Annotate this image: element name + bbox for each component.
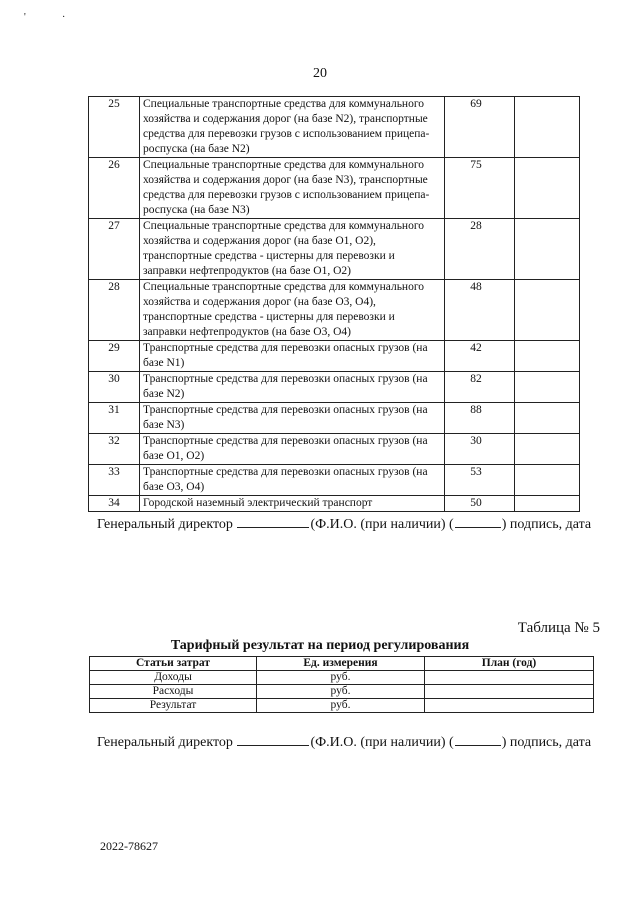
vehicle-category: Специальные транспортные средства для коммунального хозяйства и содержания дорог (на базе O1, O2), транспортные средства - цистерны для перевозки и заправки нефтепродуктов (на базе O1, O2)	[140, 219, 445, 280]
cost-item: Результат	[90, 699, 257, 713]
page-number: 20	[313, 66, 327, 81]
table-label: Таблица № 5	[517, 620, 600, 636]
vehicle-category: Транспортные средства для перевозки опасных грузов (на базе N2)	[140, 372, 445, 403]
row-number: 27	[89, 219, 140, 280]
table-row	[89, 341, 580, 372]
row-value: 75	[445, 158, 515, 219]
vehicle-category: Транспортные средства для перевозки опасных грузов (на базе O1, O2)	[140, 434, 445, 465]
row-value: 88	[445, 403, 515, 434]
row-value: 82	[445, 372, 515, 403]
table-row	[89, 97, 580, 158]
table-row	[89, 280, 580, 341]
table-title: Тарифный результат на период регулирования	[170, 638, 470, 653]
row-number: 31	[89, 403, 140, 434]
signature-line	[97, 733, 591, 751]
row-value: 69	[445, 97, 515, 158]
row-number: 25	[89, 97, 140, 158]
unit: руб.	[257, 671, 425, 685]
signature-fio: (Ф.И.О. (при наличии)	[310, 517, 446, 532]
vehicle-coefficients-table	[88, 96, 580, 512]
table-row	[89, 219, 580, 280]
row-number: 29	[89, 341, 140, 372]
row-value: 28	[445, 219, 515, 280]
empty-cell	[515, 219, 580, 280]
signature-blank	[237, 733, 309, 746]
row-number: 26	[89, 158, 140, 219]
signature-blank	[455, 515, 501, 528]
empty-cell	[515, 403, 580, 434]
vehicle-category: Специальные транспортные средства для коммунального хозяйства и содержания дорог (на базе N2), транспортные средства для перевозки грузов с использованием прицепа-роспуска (на базе N2)	[140, 97, 445, 158]
empty-cell	[515, 372, 580, 403]
table-row	[89, 403, 580, 434]
signature-blank	[455, 733, 501, 746]
empty-cell	[515, 280, 580, 341]
table-row	[89, 465, 580, 496]
vehicle-category: Транспортные средства для перевозки опасных грузов (на базе N3)	[140, 403, 445, 434]
empty-cell	[515, 97, 580, 158]
empty-cell	[515, 341, 580, 372]
signature-title: Генеральный директор	[97, 517, 233, 532]
plan-value	[425, 671, 594, 685]
vehicle-category: Специальные транспортные средства для коммунального хозяйства и содержания дорог (на базе O3, O4), транспортные средства - цистерны для перевозки и заправки нефтепродуктов (на базе O3, O4)	[140, 280, 445, 341]
table-row	[90, 685, 594, 699]
row-value: 30	[445, 434, 515, 465]
row-value: 48	[445, 280, 515, 341]
signature-tail: ) подпись, дата	[501, 735, 592, 750]
signature-blank	[237, 515, 309, 528]
cost-item: Доходы	[90, 671, 257, 685]
row-value: 53	[445, 465, 515, 496]
cost-item: Расходы	[90, 685, 257, 699]
table-row	[89, 158, 580, 219]
column-header: Статьи затрат	[90, 657, 257, 671]
empty-cell	[515, 496, 580, 512]
row-value: 42	[445, 341, 515, 372]
vehicle-category: Городской наземный электрический транспорт	[140, 496, 445, 512]
tariff-result-table	[89, 656, 594, 713]
row-number: 28	[89, 280, 140, 341]
signature-tail: ) подпись, дата	[501, 517, 592, 532]
empty-cell	[515, 158, 580, 219]
document-id: 2022-78627	[100, 839, 158, 853]
signature-open-paren: (	[449, 735, 454, 750]
table-row	[89, 434, 580, 465]
signature-fio: (Ф.И.О. (при наличии)	[310, 735, 446, 750]
row-number: 33	[89, 465, 140, 496]
table-row	[90, 671, 594, 685]
scan-mark: '	[24, 12, 26, 23]
column-header: План (год)	[425, 657, 594, 671]
scan-mark: ·	[62, 12, 66, 23]
vehicle-category: Специальные транспортные средства для коммунального хозяйства и содержания дорог (на базе N3), транспортные средства для перевозки грузов с использованием прицепа-роспуска (на базе N3)	[140, 158, 445, 219]
table-row	[90, 699, 594, 713]
row-number: 34	[89, 496, 140, 512]
plan-value	[425, 699, 594, 713]
vehicle-category: Транспортные средства для перевозки опасных грузов (на базе O3, O4)	[140, 465, 445, 496]
vehicle-category: Транспортные средства для перевозки опасных грузов (на базе N1)	[140, 341, 445, 372]
empty-cell	[515, 434, 580, 465]
row-value: 50	[445, 496, 515, 512]
signature-open-paren: (	[449, 517, 454, 532]
unit: руб.	[257, 699, 425, 713]
empty-cell	[515, 465, 580, 496]
signature-title: Генеральный директор	[97, 735, 233, 750]
plan-value	[425, 685, 594, 699]
row-number: 30	[89, 372, 140, 403]
header-row	[90, 657, 594, 671]
signature-line	[97, 515, 591, 533]
unit: руб.	[257, 685, 425, 699]
row-number: 32	[89, 434, 140, 465]
table-row	[89, 496, 580, 512]
column-header: Ед. измерения	[257, 657, 425, 671]
table-row	[89, 372, 580, 403]
